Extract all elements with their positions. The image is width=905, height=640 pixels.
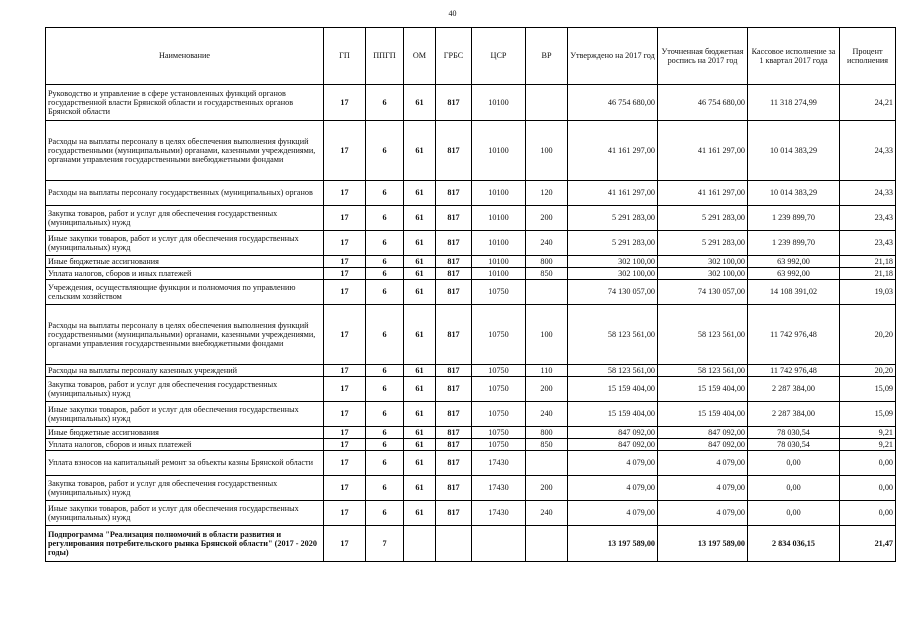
table-row [46, 365, 896, 377]
cell-gp: 17 [324, 121, 366, 181]
cell-pgp: 6 [366, 377, 404, 402]
cell-cash: 78 030,54 [748, 439, 840, 451]
cell-gp: 17 [324, 231, 366, 256]
cell-percent: 15,09 [840, 377, 896, 402]
cell-cash: 63 992,00 [748, 256, 840, 268]
cell-percent: 21,18 [840, 256, 896, 268]
cell-om [404, 526, 436, 562]
cell-grbs: 817 [436, 305, 472, 365]
cell-percent: 23,43 [840, 231, 896, 256]
cell-csr: 17430 [472, 476, 526, 501]
cell-csr: 10750 [472, 402, 526, 427]
table-row [46, 256, 896, 268]
cell-gp: 17 [324, 365, 366, 377]
header-csr: ЦСР [472, 28, 526, 85]
cell-om: 61 [404, 268, 436, 280]
header-cash: Кассовое исполнение за 1 квартал 2017 года [748, 28, 840, 85]
cell-grbs: 817 [436, 365, 472, 377]
cell-name: Подпрограмма "Реализация полномочий в области развития и регулирования потребительского рынка Брянской области" (2017 - 2020 годы) [46, 526, 324, 562]
cell-approved: 302 100,00 [568, 268, 658, 280]
table-row [46, 85, 896, 121]
cell-vr: 800 [526, 256, 568, 268]
cell-om: 61 [404, 121, 436, 181]
cell-gp: 17 [324, 305, 366, 365]
header-grbs: ГРБС [436, 28, 472, 85]
cell-name: Расходы на выплаты персоналу в целях обеспечения выполнения функций государственными (муниципальными) органами, казенными учреждениями, органами управления государственными внебюджетными фондами [46, 121, 324, 181]
cell-pgp: 6 [366, 305, 404, 365]
cell-name: Закупка товаров, работ и услуг для обеспечения государственных (муниципальных) нужд [46, 206, 324, 231]
cell-name: Расходы на выплаты персоналу казенных учреждений [46, 365, 324, 377]
cell-grbs: 817 [436, 501, 472, 526]
cell-name: Иные бюджетные ассигнования [46, 256, 324, 268]
table-row [46, 181, 896, 206]
table-row [46, 305, 896, 365]
cell-refined: 15 159 404,00 [658, 377, 748, 402]
cell-gp: 17 [324, 476, 366, 501]
cell-pgp: 6 [366, 476, 404, 501]
cell-approved: 4 079,00 [568, 451, 658, 476]
cell-cash: 1 239 899,70 [748, 231, 840, 256]
header-gp: ГП [324, 28, 366, 85]
cell-vr: 850 [526, 268, 568, 280]
table-row [46, 268, 896, 280]
cell-vr [526, 526, 568, 562]
cell-gp: 17 [324, 402, 366, 427]
table-row [46, 427, 896, 439]
cell-csr: 10750 [472, 427, 526, 439]
cell-vr: 240 [526, 231, 568, 256]
cell-vr: 100 [526, 121, 568, 181]
cell-name: Иные закупки товаров, работ и услуг для обеспечения государственных (муниципальных) нужд [46, 402, 324, 427]
cell-refined: 5 291 283,00 [658, 206, 748, 231]
cell-om: 61 [404, 377, 436, 402]
cell-grbs: 817 [436, 121, 472, 181]
cell-percent: 21,47 [840, 526, 896, 562]
cell-refined: 58 123 561,00 [658, 365, 748, 377]
cell-approved: 41 161 297,00 [568, 121, 658, 181]
cell-percent: 24,33 [840, 121, 896, 181]
cell-name: Иные закупки товаров, работ и услуг для обеспечения государственных (муниципальных) нужд [46, 501, 324, 526]
cell-csr: 17430 [472, 451, 526, 476]
cell-pgp: 6 [366, 427, 404, 439]
cell-grbs: 817 [436, 427, 472, 439]
cell-om: 61 [404, 501, 436, 526]
cell-gp: 17 [324, 256, 366, 268]
header-om: ОМ [404, 28, 436, 85]
cell-name: Уплата налогов, сборов и иных платежей [46, 439, 324, 451]
cell-cash: 0,00 [748, 451, 840, 476]
cell-name: Учреждения, осуществляющие функции и полномочия по управлению сельским хозяйством [46, 280, 324, 305]
cell-pgp: 6 [366, 501, 404, 526]
cell-approved: 847 092,00 [568, 427, 658, 439]
cell-om: 61 [404, 280, 436, 305]
cell-refined: 46 754 680,00 [658, 85, 748, 121]
cell-name: Уплата налогов, сборов и иных платежей [46, 268, 324, 280]
cell-approved: 4 079,00 [568, 476, 658, 501]
page-number: 40 [448, 9, 457, 18]
cell-refined: 4 079,00 [658, 451, 748, 476]
cell-approved: 13 197 589,00 [568, 526, 658, 562]
cell-percent: 19,03 [840, 280, 896, 305]
cell-gp: 17 [324, 439, 366, 451]
cell-pgp: 6 [366, 256, 404, 268]
cell-vr: 200 [526, 206, 568, 231]
header-percent: Процент исполнения [840, 28, 896, 85]
cell-grbs [436, 526, 472, 562]
cell-gp: 17 [324, 377, 366, 402]
cell-refined: 41 161 297,00 [658, 121, 748, 181]
header-pgp: ППГП [366, 28, 404, 85]
cell-vr [526, 280, 568, 305]
cell-refined: 847 092,00 [658, 439, 748, 451]
cell-om: 61 [404, 365, 436, 377]
cell-cash: 14 108 391,02 [748, 280, 840, 305]
cell-pgp: 6 [366, 365, 404, 377]
cell-approved: 74 130 057,00 [568, 280, 658, 305]
cell-name: Расходы на выплаты персоналу в целях обеспечения выполнения функций государственными (муниципальными) органами, казенными учреждениями, органами управления государственными внебюджетными фондами [46, 305, 324, 365]
cell-name: Уплата взносов на капитальный ремонт за объекты казны Брянской области [46, 451, 324, 476]
cell-om: 61 [404, 256, 436, 268]
cell-csr [472, 526, 526, 562]
cell-csr: 10100 [472, 85, 526, 121]
cell-cash: 63 992,00 [748, 268, 840, 280]
table-header-row [46, 28, 896, 85]
cell-name: Руководство и управление в сфере установленных функций органов государственной власти Брянской области и государственных органов Брянской области [46, 85, 324, 121]
cell-csr: 10100 [472, 206, 526, 231]
cell-percent: 9,21 [840, 439, 896, 451]
cell-cash: 11 742 976,48 [748, 305, 840, 365]
table-body [46, 85, 896, 562]
cell-grbs: 817 [436, 439, 472, 451]
cell-vr: 240 [526, 501, 568, 526]
cell-cash: 78 030,54 [748, 427, 840, 439]
cell-pgp: 6 [366, 280, 404, 305]
cell-csr: 10750 [472, 280, 526, 305]
table-row [46, 476, 896, 501]
cell-name: Закупка товаров, работ и услуг для обеспечения государственных (муниципальных) нужд [46, 377, 324, 402]
cell-refined: 5 291 283,00 [658, 231, 748, 256]
cell-refined: 58 123 561,00 [658, 305, 748, 365]
cell-om: 61 [404, 231, 436, 256]
header-vr: ВР [526, 28, 568, 85]
cell-grbs: 817 [436, 256, 472, 268]
cell-grbs: 817 [436, 402, 472, 427]
header-name: Наименование [46, 28, 324, 85]
cell-refined: 74 130 057,00 [658, 280, 748, 305]
table-row [46, 231, 896, 256]
cell-pgp: 6 [366, 181, 404, 206]
cell-vr [526, 451, 568, 476]
table-row [46, 121, 896, 181]
cell-approved: 5 291 283,00 [568, 206, 658, 231]
cell-gp: 17 [324, 206, 366, 231]
cell-vr: 240 [526, 402, 568, 427]
cell-csr: 10750 [472, 377, 526, 402]
cell-csr: 10100 [472, 181, 526, 206]
cell-percent: 0,00 [840, 451, 896, 476]
cell-cash: 10 014 383,29 [748, 181, 840, 206]
cell-grbs: 817 [436, 476, 472, 501]
cell-gp: 17 [324, 427, 366, 439]
cell-refined: 4 079,00 [658, 501, 748, 526]
cell-om: 61 [404, 305, 436, 365]
header-refined: Уточненная бюджетная роспись на 2017 год [658, 28, 748, 85]
cell-percent: 15,09 [840, 402, 896, 427]
cell-cash: 0,00 [748, 476, 840, 501]
cell-grbs: 817 [436, 181, 472, 206]
cell-refined: 13 197 589,00 [658, 526, 748, 562]
cell-percent: 24,33 [840, 181, 896, 206]
cell-name: Иные бюджетные ассигнования [46, 427, 324, 439]
cell-approved: 4 079,00 [568, 501, 658, 526]
cell-percent: 21,18 [840, 268, 896, 280]
cell-name: Закупка товаров, работ и услуг для обеспечения государственных (муниципальных) нужд [46, 476, 324, 501]
cell-refined: 15 159 404,00 [658, 402, 748, 427]
cell-om: 61 [404, 451, 436, 476]
cell-pgp: 6 [366, 85, 404, 121]
cell-pgp: 6 [366, 121, 404, 181]
cell-percent: 0,00 [840, 501, 896, 526]
cell-pgp: 6 [366, 451, 404, 476]
cell-refined: 302 100,00 [658, 256, 748, 268]
budget-execution-table [45, 27, 896, 562]
cell-pgp: 6 [366, 231, 404, 256]
cell-om: 61 [404, 206, 436, 231]
cell-name: Иные закупки товаров, работ и услуг для обеспечения государственных (муниципальных) нужд [46, 231, 324, 256]
cell-percent: 20,20 [840, 365, 896, 377]
cell-refined: 847 092,00 [658, 427, 748, 439]
cell-vr: 850 [526, 439, 568, 451]
cell-percent: 0,00 [840, 476, 896, 501]
cell-gp: 17 [324, 268, 366, 280]
cell-approved: 58 123 561,00 [568, 305, 658, 365]
cell-vr: 100 [526, 305, 568, 365]
table-row [46, 501, 896, 526]
cell-cash: 2 287 384,00 [748, 402, 840, 427]
cell-name: Расходы на выплаты персоналу государственных (муниципальных) органов [46, 181, 324, 206]
cell-csr: 17430 [472, 501, 526, 526]
cell-vr: 110 [526, 365, 568, 377]
cell-csr: 10100 [472, 256, 526, 268]
cell-approved: 15 159 404,00 [568, 402, 658, 427]
cell-gp: 17 [324, 526, 366, 562]
table-row [46, 280, 896, 305]
table-row [46, 377, 896, 402]
cell-approved: 41 161 297,00 [568, 181, 658, 206]
cell-cash: 11 318 274,99 [748, 85, 840, 121]
cell-vr: 200 [526, 377, 568, 402]
cell-om: 61 [404, 427, 436, 439]
cell-gp: 17 [324, 280, 366, 305]
cell-cash: 11 742 976,48 [748, 365, 840, 377]
cell-approved: 58 123 561,00 [568, 365, 658, 377]
cell-gp: 17 [324, 451, 366, 476]
table-row [46, 402, 896, 427]
cell-om: 61 [404, 402, 436, 427]
cell-csr: 10100 [472, 231, 526, 256]
cell-percent: 20,20 [840, 305, 896, 365]
cell-csr: 10750 [472, 439, 526, 451]
cell-vr: 800 [526, 427, 568, 439]
cell-percent: 9,21 [840, 427, 896, 439]
cell-csr: 10750 [472, 305, 526, 365]
cell-cash: 10 014 383,29 [748, 121, 840, 181]
cell-pgp: 6 [366, 206, 404, 231]
cell-om: 61 [404, 476, 436, 501]
cell-refined: 302 100,00 [658, 268, 748, 280]
header-approved: Утверждено на 2017 год [568, 28, 658, 85]
cell-pgp: 6 [366, 402, 404, 427]
cell-approved: 847 092,00 [568, 439, 658, 451]
cell-cash: 1 239 899,70 [748, 206, 840, 231]
cell-refined: 4 079,00 [658, 476, 748, 501]
cell-grbs: 817 [436, 377, 472, 402]
cell-percent: 23,43 [840, 206, 896, 231]
cell-pgp: 6 [366, 268, 404, 280]
cell-gp: 17 [324, 85, 366, 121]
cell-approved: 5 291 283,00 [568, 231, 658, 256]
cell-grbs: 817 [436, 206, 472, 231]
cell-cash: 2 287 384,00 [748, 377, 840, 402]
cell-csr: 10100 [472, 121, 526, 181]
cell-approved: 46 754 680,00 [568, 85, 658, 121]
cell-gp: 17 [324, 181, 366, 206]
cell-approved: 302 100,00 [568, 256, 658, 268]
cell-gp: 17 [324, 501, 366, 526]
cell-grbs: 817 [436, 280, 472, 305]
cell-grbs: 817 [436, 451, 472, 476]
cell-percent: 24,21 [840, 85, 896, 121]
cell-cash: 2 834 036,15 [748, 526, 840, 562]
cell-pgp: 6 [366, 439, 404, 451]
cell-vr [526, 85, 568, 121]
cell-approved: 15 159 404,00 [568, 377, 658, 402]
cell-csr: 10100 [472, 268, 526, 280]
cell-cash: 0,00 [748, 501, 840, 526]
cell-pgp: 7 [366, 526, 404, 562]
cell-om: 61 [404, 439, 436, 451]
cell-grbs: 817 [436, 85, 472, 121]
cell-grbs: 817 [436, 231, 472, 256]
cell-refined: 41 161 297,00 [658, 181, 748, 206]
cell-csr: 10750 [472, 365, 526, 377]
cell-vr: 120 [526, 181, 568, 206]
cell-om: 61 [404, 181, 436, 206]
table-row [46, 439, 896, 451]
cell-vr: 200 [526, 476, 568, 501]
table-row [46, 526, 896, 562]
cell-grbs: 817 [436, 268, 472, 280]
cell-om: 61 [404, 85, 436, 121]
table-row [46, 451, 896, 476]
table-row [46, 206, 896, 231]
